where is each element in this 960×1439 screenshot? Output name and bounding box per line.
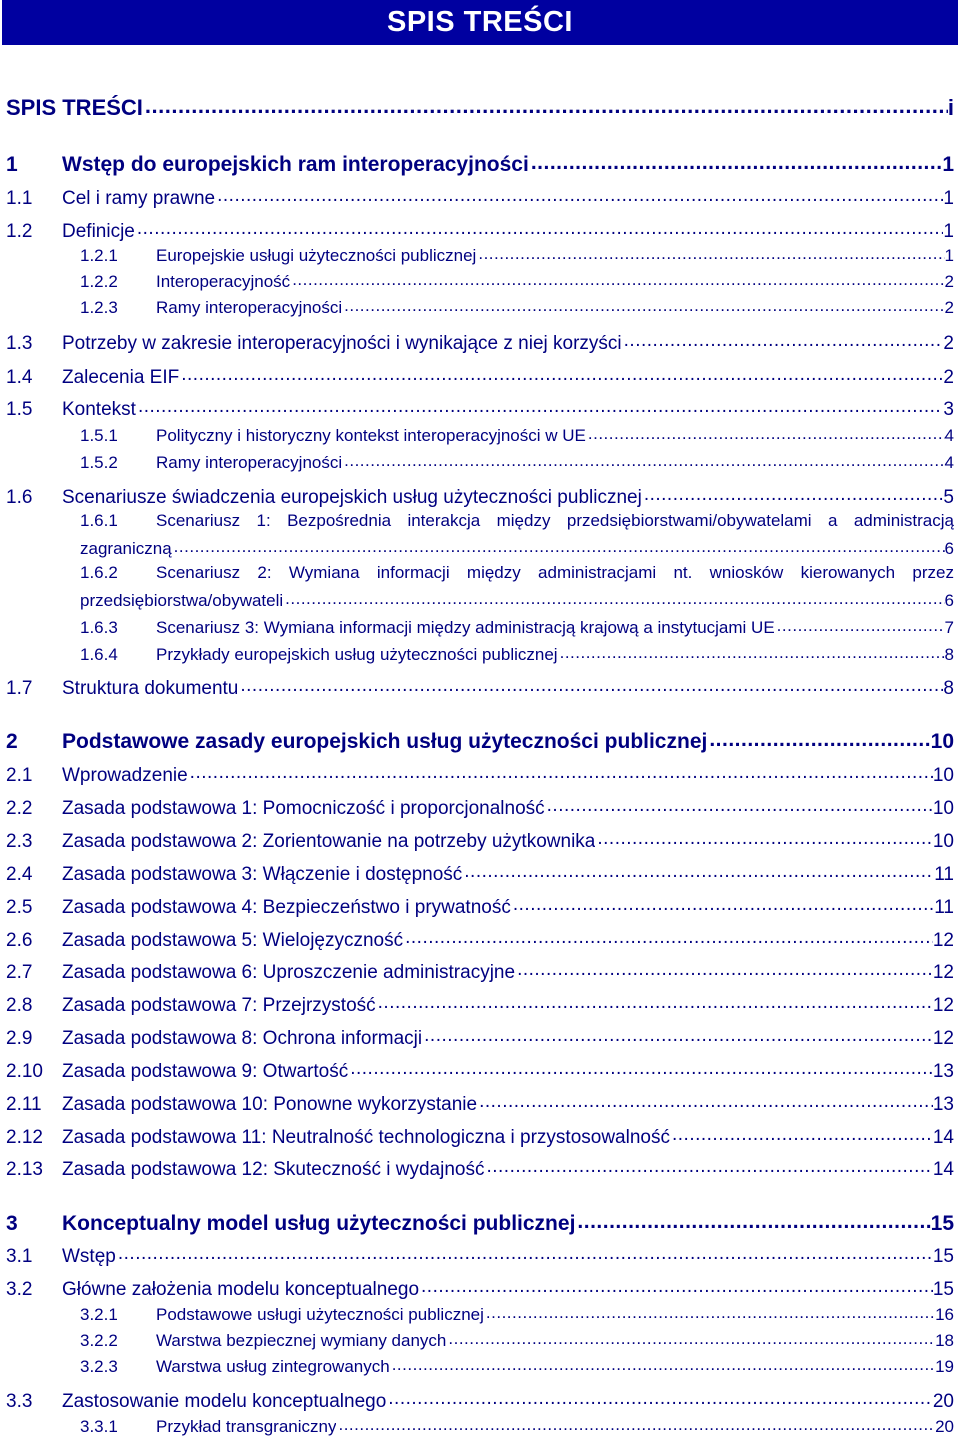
toc-page: 4 xyxy=(944,426,954,445)
toc-entry-1-1[interactable] xyxy=(6,185,954,210)
toc-entry-2-1[interactable] xyxy=(6,762,954,787)
toc-entry-1-2-3[interactable] xyxy=(80,296,954,318)
toc-page: 16 xyxy=(935,1305,954,1324)
toc-number: 2.8 xyxy=(6,995,33,1016)
toc-page: 2 xyxy=(943,367,954,388)
toc-leader xyxy=(484,1156,932,1175)
toc-title: Zasada podstawowa 5: Wielojęzyczność xyxy=(62,930,404,951)
toc-leader xyxy=(179,364,943,383)
toc-title: Scenariusz 3: Wymiana informacji między administracją krajową a instytucjami UE xyxy=(156,618,775,637)
toc-title: Scenariusze świadczenia europejskich usług użyteczności publicznej xyxy=(62,487,642,508)
toc-number: 2.1 xyxy=(6,765,33,786)
toc-leader xyxy=(558,643,945,660)
toc-page: 8 xyxy=(943,678,954,699)
toc-leader xyxy=(775,616,945,633)
toc-number: 2.6 xyxy=(6,930,33,951)
toc-number: 3.2.2 xyxy=(80,1331,118,1350)
toc-number: 2.5 xyxy=(6,897,33,918)
toc-leader xyxy=(529,150,943,171)
toc-page: 15 xyxy=(930,1212,954,1235)
toc-entry-3-2-2[interactable] xyxy=(80,1329,954,1351)
toc-number: 2.9 xyxy=(6,1028,33,1049)
toc-title: Konceptualny model usług użyteczności publicznej xyxy=(62,1212,576,1235)
toc-entry-2-10[interactable] xyxy=(6,1058,954,1083)
toc-title-continued: zagraniczną xyxy=(80,539,172,558)
toc-page: 12 xyxy=(932,930,954,951)
toc-page: 14 xyxy=(932,1127,954,1148)
toc-number: 1.6.2 xyxy=(80,563,118,582)
toc-page: i xyxy=(947,95,954,120)
toc-leader xyxy=(462,861,934,880)
toc-entry-3-2-3[interactable] xyxy=(80,1355,954,1377)
toc-title: Ramy interoperacyjności xyxy=(156,453,343,472)
toc-title: Podstawowe zasady europejskich usług użyteczności publicznej xyxy=(62,730,708,753)
toc-page: 2 xyxy=(944,272,954,291)
toc-leader xyxy=(595,828,933,847)
toc-number: 2.11 xyxy=(6,1094,42,1115)
toc-page: 18 xyxy=(935,1331,954,1350)
toc-page: 7 xyxy=(944,618,954,637)
toc-title: Warstwa bezpiecznej wymiany danych xyxy=(156,1331,447,1350)
toc-title: Zasada podstawowa 2: Zorientowanie na potrzeby użytkownika xyxy=(62,831,596,852)
toc-title: Warstwa usług zintegrowanych xyxy=(156,1357,390,1376)
toc-page: 1 xyxy=(943,188,954,209)
toc-leader xyxy=(477,1091,933,1110)
toc-title: Zasada podstawowa 12: Skuteczność i wydajność xyxy=(62,1159,485,1180)
toc-title: Zasada podstawowa 11: Neutralność technologiczna i przystosowalność xyxy=(62,1127,670,1148)
toc-leader xyxy=(446,1329,935,1346)
toc-number: 1.4 xyxy=(6,367,33,388)
toc-leader xyxy=(622,330,944,349)
toc-leader xyxy=(348,1058,933,1077)
toc-entry-heading[interactable] xyxy=(6,93,954,121)
toc-leader xyxy=(386,1388,933,1407)
toc-page: 13 xyxy=(932,1061,954,1082)
toc-page: 12 xyxy=(932,995,954,1016)
toc-entry-1-5-2[interactable] xyxy=(80,451,954,473)
toc-title: Cel i ramy prawne xyxy=(62,188,216,209)
toc-page: 6 xyxy=(944,591,954,610)
toc-number: 2.12 xyxy=(6,1127,43,1148)
toc-page: 19 xyxy=(935,1357,954,1376)
toc-title: Podstawowe usługi użyteczności publicznej xyxy=(156,1305,484,1324)
toc-leader xyxy=(511,894,934,913)
toc-entry-3[interactable] xyxy=(6,1209,954,1236)
toc-title: Zasada podstawowa 4: Bezpieczeństwo i prywatność xyxy=(62,897,511,918)
toc-title: Zasada podstawowa 8: Ochrona informacji xyxy=(62,1028,423,1049)
toc-leader xyxy=(215,185,943,204)
toc-page: 6 xyxy=(944,539,954,558)
toc-number: 1.5 xyxy=(6,399,33,420)
toc-entry-3-3[interactable] xyxy=(6,1388,954,1413)
toc-page: 10 xyxy=(932,798,954,819)
toc-number: 1.2.2 xyxy=(80,272,118,291)
toc-page: 3 xyxy=(943,399,954,420)
toc-leader xyxy=(238,675,943,694)
toc-page: 10 xyxy=(932,765,954,786)
toc-entry-1-2[interactable] xyxy=(6,218,954,243)
toc-entry-2-3[interactable] xyxy=(6,828,954,853)
toc-number: 3.2 xyxy=(6,1279,33,1300)
toc-entry-1-7[interactable] xyxy=(6,675,954,700)
toc-leader xyxy=(135,218,944,237)
toc-page: 1 xyxy=(943,221,954,242)
toc-leader xyxy=(143,93,948,115)
toc-entry-2-12[interactable] xyxy=(6,1124,954,1149)
toc-title: SPIS TREŚCI xyxy=(6,95,143,120)
toc-page: 5 xyxy=(943,487,954,508)
toc-title: Zasada podstawowa 7: Przejrzystość xyxy=(62,995,376,1016)
toc-number: 1.5.2 xyxy=(80,453,118,472)
toc-leader xyxy=(575,1209,930,1230)
toc-entry-1-6-1[interactable] xyxy=(80,511,954,559)
toc-title: Definicje xyxy=(62,221,135,242)
toc-title: Kontekst xyxy=(62,399,136,420)
toc-leader xyxy=(172,537,945,554)
toc-number: 1.2.3 xyxy=(80,298,118,317)
toc-page: 15 xyxy=(932,1246,954,1267)
toc-entry-1-3[interactable] xyxy=(6,330,954,355)
toc-title: Zastosowanie modelu konceptualnego xyxy=(62,1391,387,1412)
toc-leader xyxy=(484,1303,935,1320)
toc-title: Wprowadzenie xyxy=(62,765,188,786)
toc-number: 1.6.3 xyxy=(80,618,118,637)
toc-leader xyxy=(707,727,930,748)
toc-page: 1 xyxy=(942,153,954,176)
toc-page: 12 xyxy=(932,1028,954,1049)
toc-entry-2[interactable] xyxy=(6,727,954,754)
toc-entry-2-8[interactable] xyxy=(6,992,954,1017)
toc-title: Polityczny i historyczny kontekst interoperacyjności w UE xyxy=(156,426,586,445)
toc-entry-1-6-2[interactable] xyxy=(80,563,954,611)
toc-entry-1-6[interactable] xyxy=(6,484,954,509)
toc-leader xyxy=(390,1355,935,1372)
toc-entry-3-1[interactable] xyxy=(6,1243,954,1268)
toc-page: 2 xyxy=(944,298,954,317)
toc-title: Ramy interoperacyjności xyxy=(156,298,343,317)
toc-leader xyxy=(376,992,933,1011)
toc-title: Wstęp do europejskich ram interoperacyjności xyxy=(62,153,529,176)
toc-page: 13 xyxy=(932,1094,954,1115)
toc-number: 1.7 xyxy=(6,678,33,699)
toc-entry-2-13[interactable] xyxy=(6,1156,954,1181)
toc-title: Zasada podstawowa 10: Ponowne wykorzystanie xyxy=(62,1094,478,1115)
toc-leader xyxy=(515,959,933,978)
toc-leader xyxy=(545,795,933,814)
toc-title: Wstęp xyxy=(62,1246,116,1267)
toc-entry-2-6[interactable] xyxy=(6,927,954,952)
toc-page: 11 xyxy=(934,864,954,885)
toc-leader xyxy=(642,484,944,503)
toc-page: 14 xyxy=(932,1159,954,1180)
toc-title: Zalecenia EIF xyxy=(62,367,180,388)
toc-number: 3.2.3 xyxy=(80,1357,118,1376)
toc-number: 1.5.1 xyxy=(80,426,118,445)
toc-page: 20 xyxy=(935,1417,954,1436)
toc-leader xyxy=(342,296,944,313)
toc-entry-3-2[interactable] xyxy=(6,1276,954,1301)
toc-number: 2 xyxy=(6,730,18,753)
toc-number: 1.2.1 xyxy=(80,246,118,265)
toc-page: 11 xyxy=(934,897,954,918)
toc-number: 2.7 xyxy=(6,962,33,983)
toc-page: 2 xyxy=(943,333,954,354)
toc-title: Potrzeby w zakresie interoperacyjności i wynikające z niej korzyści xyxy=(62,333,622,354)
toc-number: 1.1 xyxy=(6,188,33,209)
toc-leader xyxy=(419,1276,933,1295)
toc-title: Zasada podstawowa 3: Włączenie i dostępność xyxy=(62,864,463,885)
toc-entry-1-2-2[interactable] xyxy=(80,270,954,292)
toc-title: Zasada podstawowa 9: Otwartość xyxy=(62,1061,349,1082)
toc-number: 2.3 xyxy=(6,831,33,852)
toc-page: 8 xyxy=(944,645,954,664)
toc-number: 3 xyxy=(6,1212,18,1235)
toc-page: 20 xyxy=(932,1391,954,1412)
toc-number: 1 xyxy=(6,153,18,176)
toc-leader xyxy=(476,244,944,261)
toc-entry-2-9[interactable] xyxy=(6,1025,954,1050)
toc-title: Przykład transgraniczny xyxy=(156,1417,337,1436)
toc-title: Główne założenia modelu konceptualnego xyxy=(62,1279,420,1300)
toc-title: Scenariusz 2: Wymiana informacji między administracjami nt. wniosków kierowanych przez xyxy=(156,563,954,582)
toc-page: 1 xyxy=(944,246,954,265)
toc-entry-2-11[interactable] xyxy=(6,1091,954,1116)
toc-number: 1.6.4 xyxy=(80,645,118,664)
toc-entry-3-3-1[interactable] xyxy=(80,1415,954,1437)
toc-number: 1.6.1 xyxy=(80,511,118,530)
toc-leader xyxy=(342,451,944,468)
toc-entry-1[interactable] xyxy=(6,150,954,177)
toc-number: 3.2.1 xyxy=(80,1305,118,1324)
toc-page: 4 xyxy=(944,453,954,472)
toc-page: 10 xyxy=(932,831,954,852)
toc-leader xyxy=(283,589,944,606)
toc-title-continued: przedsiębiorstwa/obywateli xyxy=(80,591,284,610)
toc-number: 2.2 xyxy=(6,798,33,819)
toc-title: Interoperacyjność xyxy=(156,272,291,291)
toc-title: Struktura dokumentu xyxy=(62,678,239,699)
toc-number: 2.13 xyxy=(6,1159,43,1180)
toc-entry-1-6-4[interactable] xyxy=(80,643,954,665)
toc-page: 10 xyxy=(930,730,954,753)
toc-leader xyxy=(116,1243,933,1262)
toc-entry-2-7[interactable] xyxy=(6,959,954,984)
toc-entry-1-5-1[interactable] xyxy=(80,424,954,446)
toc-number: 1.3 xyxy=(6,333,33,354)
toc-leader xyxy=(188,762,933,781)
toc-number: 1.6 xyxy=(6,487,33,508)
toc-title: Scenariusz 1: Bezpośrednia interakcja między przedsiębiorstwami/obywatelami a administracją xyxy=(156,511,954,530)
toc-leader xyxy=(670,1124,933,1143)
toc-leader xyxy=(136,396,943,415)
toc-title: Zasada podstawowa 1: Pomocniczość i proporcjonalność xyxy=(62,798,545,819)
banner-title: SPIS TREŚCI xyxy=(2,0,958,45)
toc-number: 2.4 xyxy=(6,864,33,885)
toc-number: 3.3.1 xyxy=(80,1417,118,1436)
toc-leader xyxy=(586,424,945,441)
toc-entry-1-4[interactable] xyxy=(6,364,954,389)
toc-leader xyxy=(290,270,944,287)
toc-entry-1-2-1[interactable] xyxy=(80,244,954,266)
toc-number: 3.3 xyxy=(6,1391,33,1412)
toc-title: Europejskie usługi użyteczności publicznej xyxy=(156,246,477,265)
toc-title: Przykłady europejskich usług użyteczności publicznej xyxy=(156,645,558,664)
toc-entry-3-2-1[interactable] xyxy=(80,1303,954,1325)
toc-entry-1-6-3[interactable] xyxy=(80,616,954,638)
toc-number: 3.1 xyxy=(6,1246,33,1267)
toc-page: 12 xyxy=(932,962,954,983)
toc-entry-1-5[interactable] xyxy=(6,396,954,421)
toc-leader xyxy=(336,1415,935,1432)
toc-number: 2.10 xyxy=(6,1061,43,1082)
toc-entry-2-4[interactable] xyxy=(6,861,954,886)
toc-leader xyxy=(422,1025,933,1044)
toc-leader xyxy=(403,927,933,946)
toc-title: Zasada podstawowa 6: Uproszczenie administracyjne xyxy=(62,962,516,983)
toc-page: 15 xyxy=(932,1279,954,1300)
toc-entry-2-5[interactable] xyxy=(6,894,954,919)
toc-entry-2-2[interactable] xyxy=(6,795,954,820)
toc-number: 1.2 xyxy=(6,221,33,242)
